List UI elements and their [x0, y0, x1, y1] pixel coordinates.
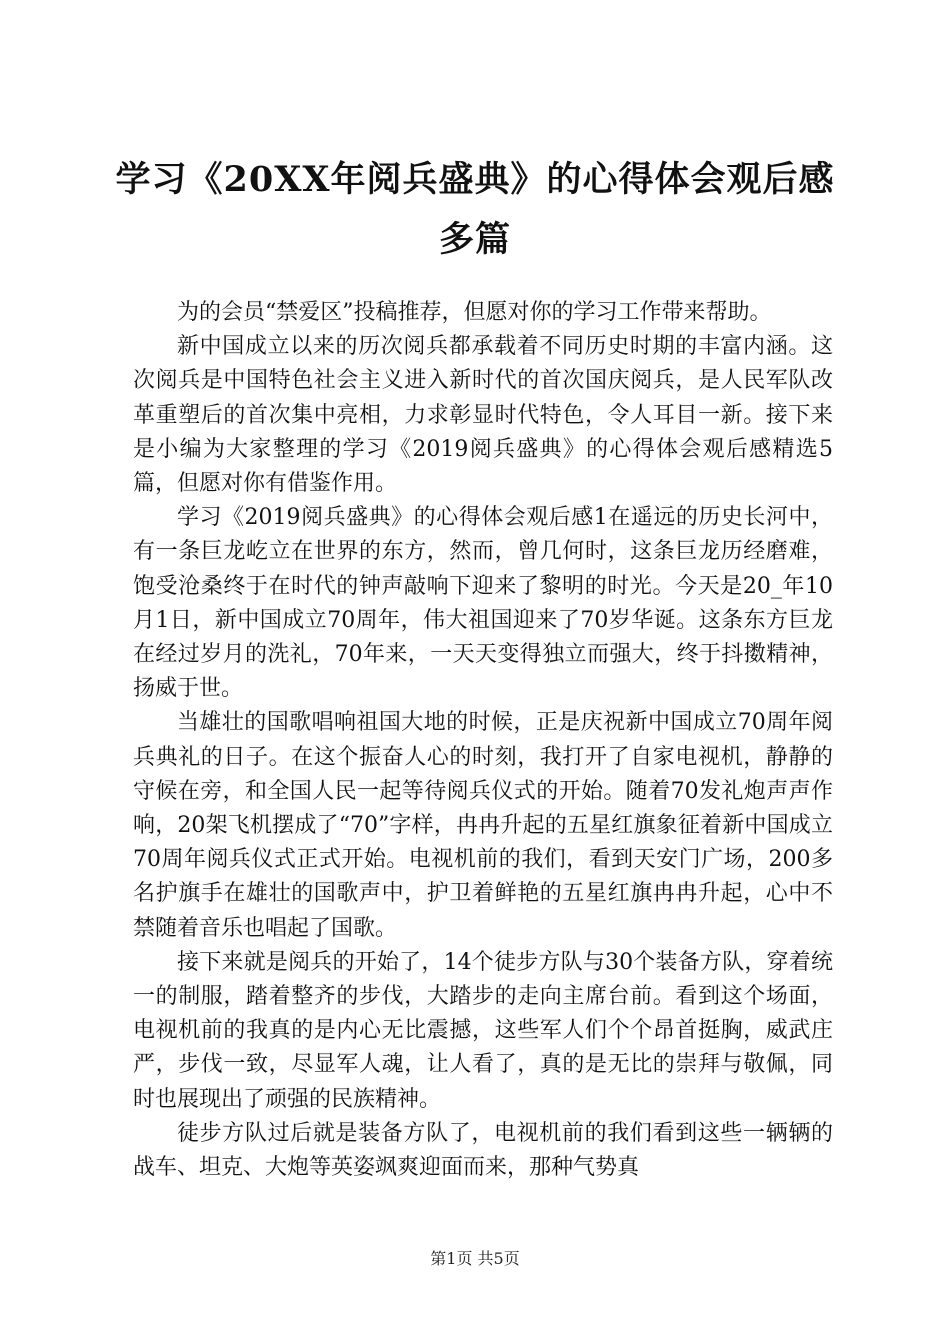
document-title-line-2: 多篇	[438, 219, 511, 260]
document-title-line-1: 学习《20XX年阅兵盛典》的心得体会观后感	[115, 159, 835, 200]
paragraph-summary: 新中国成立以来的历次阅兵都承载着不同历史时期的丰富内涵。这次阅兵是中国特色社会主义进入新时代的首次国庆阅兵，是人民军队改革重塑后的首次集中亮相，力求彰显时代特色，令人耳目一新。接下来是小编为大家整理的学习《2019阅兵盛典》的心得体会观后感精选5篇，但愿对你有借鉴作用。	[133, 334, 833, 497]
document-body	[133, 296, 833, 1185]
paragraph-equipment-formations: 徒步方队过后就是装备方队了，电视机前的我们看到这些一辆辆的战车、坦克、大炮等英姿飒爽迎面而来，那种气势真	[133, 1120, 833, 1181]
paragraph-essay-1-opening: 学习《2019阅兵盛典》的心得体会观后感1在遥远的历史长河中，有一条巨龙屹立在世界的东方，然而，曾几何时，这条巨龙历经磨难，饱受沧桑终于在时代的钟声敲响下迎来了黎明的时光。今天是20_年10月1日，新中国成立70周年，伟大祖国迎来了70岁华诞。这条东方巨龙在经过岁月的洗礼，70年来，一天天变得独立而强大，终于抖擞精神，扬威于世。	[133, 505, 833, 702]
paragraph-intro: 为的会员“禁爱区”投稿推荐，但愿对你的学习工作带来帮助。	[177, 300, 772, 325]
page-number-footer: 第1页 共5页	[430, 1249, 520, 1268]
paragraph-foot-formations: 接下来就是阅兵的开始了，14个徒步方队与30个装备方队，穿着统一的制服，踏着整齐的步伐，大踏步的走向主席台前。看到这个场面，电视机前的我真的是内心无比震撼，这些军人们个个昂首挺胸，威武庄严，步伐一致，尽显军人魂，让人看了，真的是无比的崇拜与敬佩，同时也展现出了顽强的民族精神。	[133, 949, 833, 1112]
paragraph-anthem: 当雄壮的国歌唱响祖国大地的时候，正是庆祝新中国成立70周年阅兵典礼的日子。在这个振奋人心的时刻，我打开了自家电视机，静静的守候在旁，和全国人民一起等待阅兵仪式的开始。随着70发礼炮声声作响，20架飞机摆成了“70”字样，冉冉升起的五星红旗象征着新中国成立70周年阅兵仪式正式开始。电视机前的我们，看到天安门广场，200多名护旗手在雄壮的国歌声中，护卫着鲜艳的五星红旗冉冉升起，心中不禁随着音乐也唱起了国歌。	[133, 710, 833, 941]
